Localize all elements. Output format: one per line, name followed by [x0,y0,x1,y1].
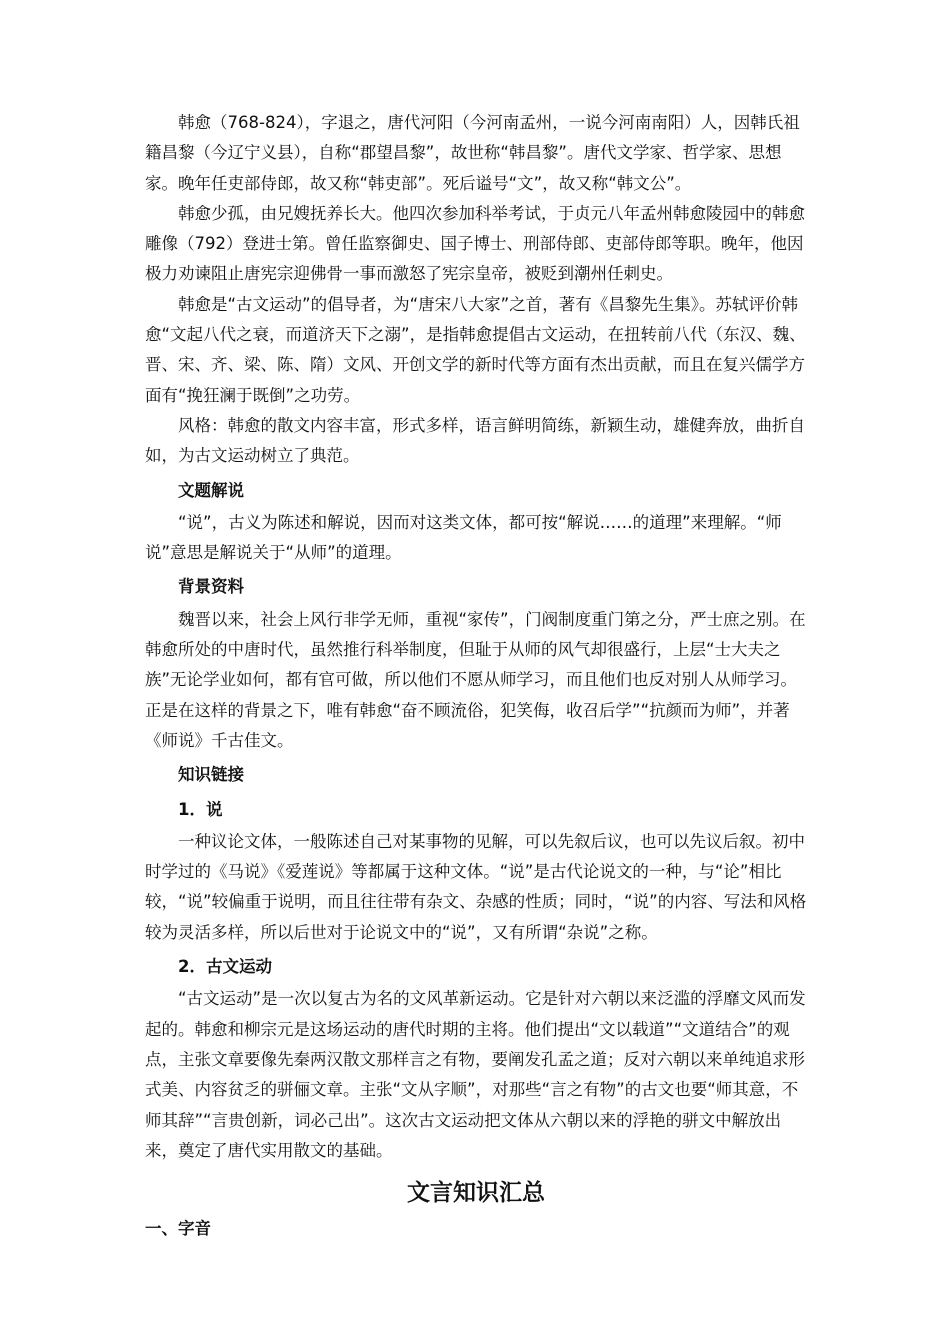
document-page [145,108,807,1244]
style-paragraph: 风格：韩愈的散文内容丰富，形式多样，语言鲜明简练，新颖生动，雄健奔放，曲折自如，为古文运动树立了典范。 [145,415,805,466]
title-explain-heading: 文题解说 [178,480,244,500]
title-explain-text: “说”，古义为陈述和解说，因而对这类文体，都可按“解说……的道理”来理解。“师说”意思是解说关于“从师”的道理。 [145,512,782,563]
summary-title: 文言知识汇总 [407,1179,545,1207]
knowledge-heading: 知识链接 [178,765,244,785]
summary-section-1: 一、字音 [145,1219,211,1239]
background-heading: 背景资料 [178,577,244,597]
bio-paragraph-2: 韩愈少孤，由兄嫂抚养长大。他四次参加科举考试，于贞元八年孟州韩愈陵园中的韩愈雕像（792）登进士第。曾任监察御史、国子博士、刑部侍郎、吏部侍郎等职。晚年，他因极力劝谏阻止唐宪宗迎佛骨一事而激怒了宪宗皇帝，被贬到潮州任刺史。 [145,203,805,284]
knowledge-item2-heading: 2．古文运动 [178,957,272,977]
bio-paragraph-1: 韩愈（768-824），字退之，唐代河阳（今河南孟州，一说今河南南阳）人，因韩氏祖籍昌黎（今辽宁义县），自称“郡望昌黎”，故世称“韩昌黎”。唐代文学家、哲学家、思想家。晚年任吏部侍郎，故又称“韩吏部”。死后谥号“文”，故又称“韩文公”。 [145,113,800,193]
knowledge-item2-text: “古文运动”是一次以复古为名的文风革新运动。它是针对六朝以来泛滥的浮靡文风而发起的。韩愈和柳宗元是这场运动的唐代时期的主将。他们提出“文以载道”“文道结合”的观点，主张文章要像先秦两汉散文那样言之有物，要阐发孔孟之道；反对六朝以来单纯追求形式美、内容贫乏的骈俪文章。主张“文从字顺”，对那些“言之有物”的古文也要“师其意，不师其辞”“言贵创新，词必己出”。这次古文运动把文体从六朝以来的浮艳的骈文中解放出来，奠定了唐代实用散文的基础。 [145,989,806,1160]
background-text: 魏晋以来，社会上风行非学无师，重视“家传”，门阀制度重门第之分，严士庶之别。在韩愈所处的中唐时代，虽然推行科举制度，但耻于从师的风气却很盛行，上层“士大夫之族”无论学业如何，都有官可做，所以他们不愿从师学习，而且他们也反对别人从师学习。正是在这样的背景之下，唯有韩愈“奋不顾流俗，犯笑侮，收召后学”“抗颜而为师”，并著《师说》千古佳文。 [145,609,806,750]
knowledge-item1-heading: 1．说 [178,799,223,819]
bio-paragraph-3: 韩愈是“古文运动”的倡导者，为“唐宋八大家”之首，著有《昌黎先生集》。苏轼评价韩愈“文起八代之衰，而道济天下之溺”，是指韩愈提倡古文运动，在扭转前八代（东汉、魏、晋、宋、齐、梁、陈、隋）文风、开创文学的新时代等方面有杰出贡献，而且在复兴儒学方面有“挽狂澜于既倒”之功劳。 [145,294,806,405]
knowledge-item1-text: 一种议论文体，一般陈述自己对某事物的见解，可以先叙后议，也可以先议后叙。初中时学过的《马说》《爱莲说》等都属于这种文体。“说”是古代论说文的一种，与“论”相比较，“说”较偏重于说明，而且往往带有杂文、杂感的性质；同时，“说”的内容、写法和风格较为灵活多样，所以后世对于论说文中的“说”，又有所谓“杂说”之称。 [145,831,807,942]
